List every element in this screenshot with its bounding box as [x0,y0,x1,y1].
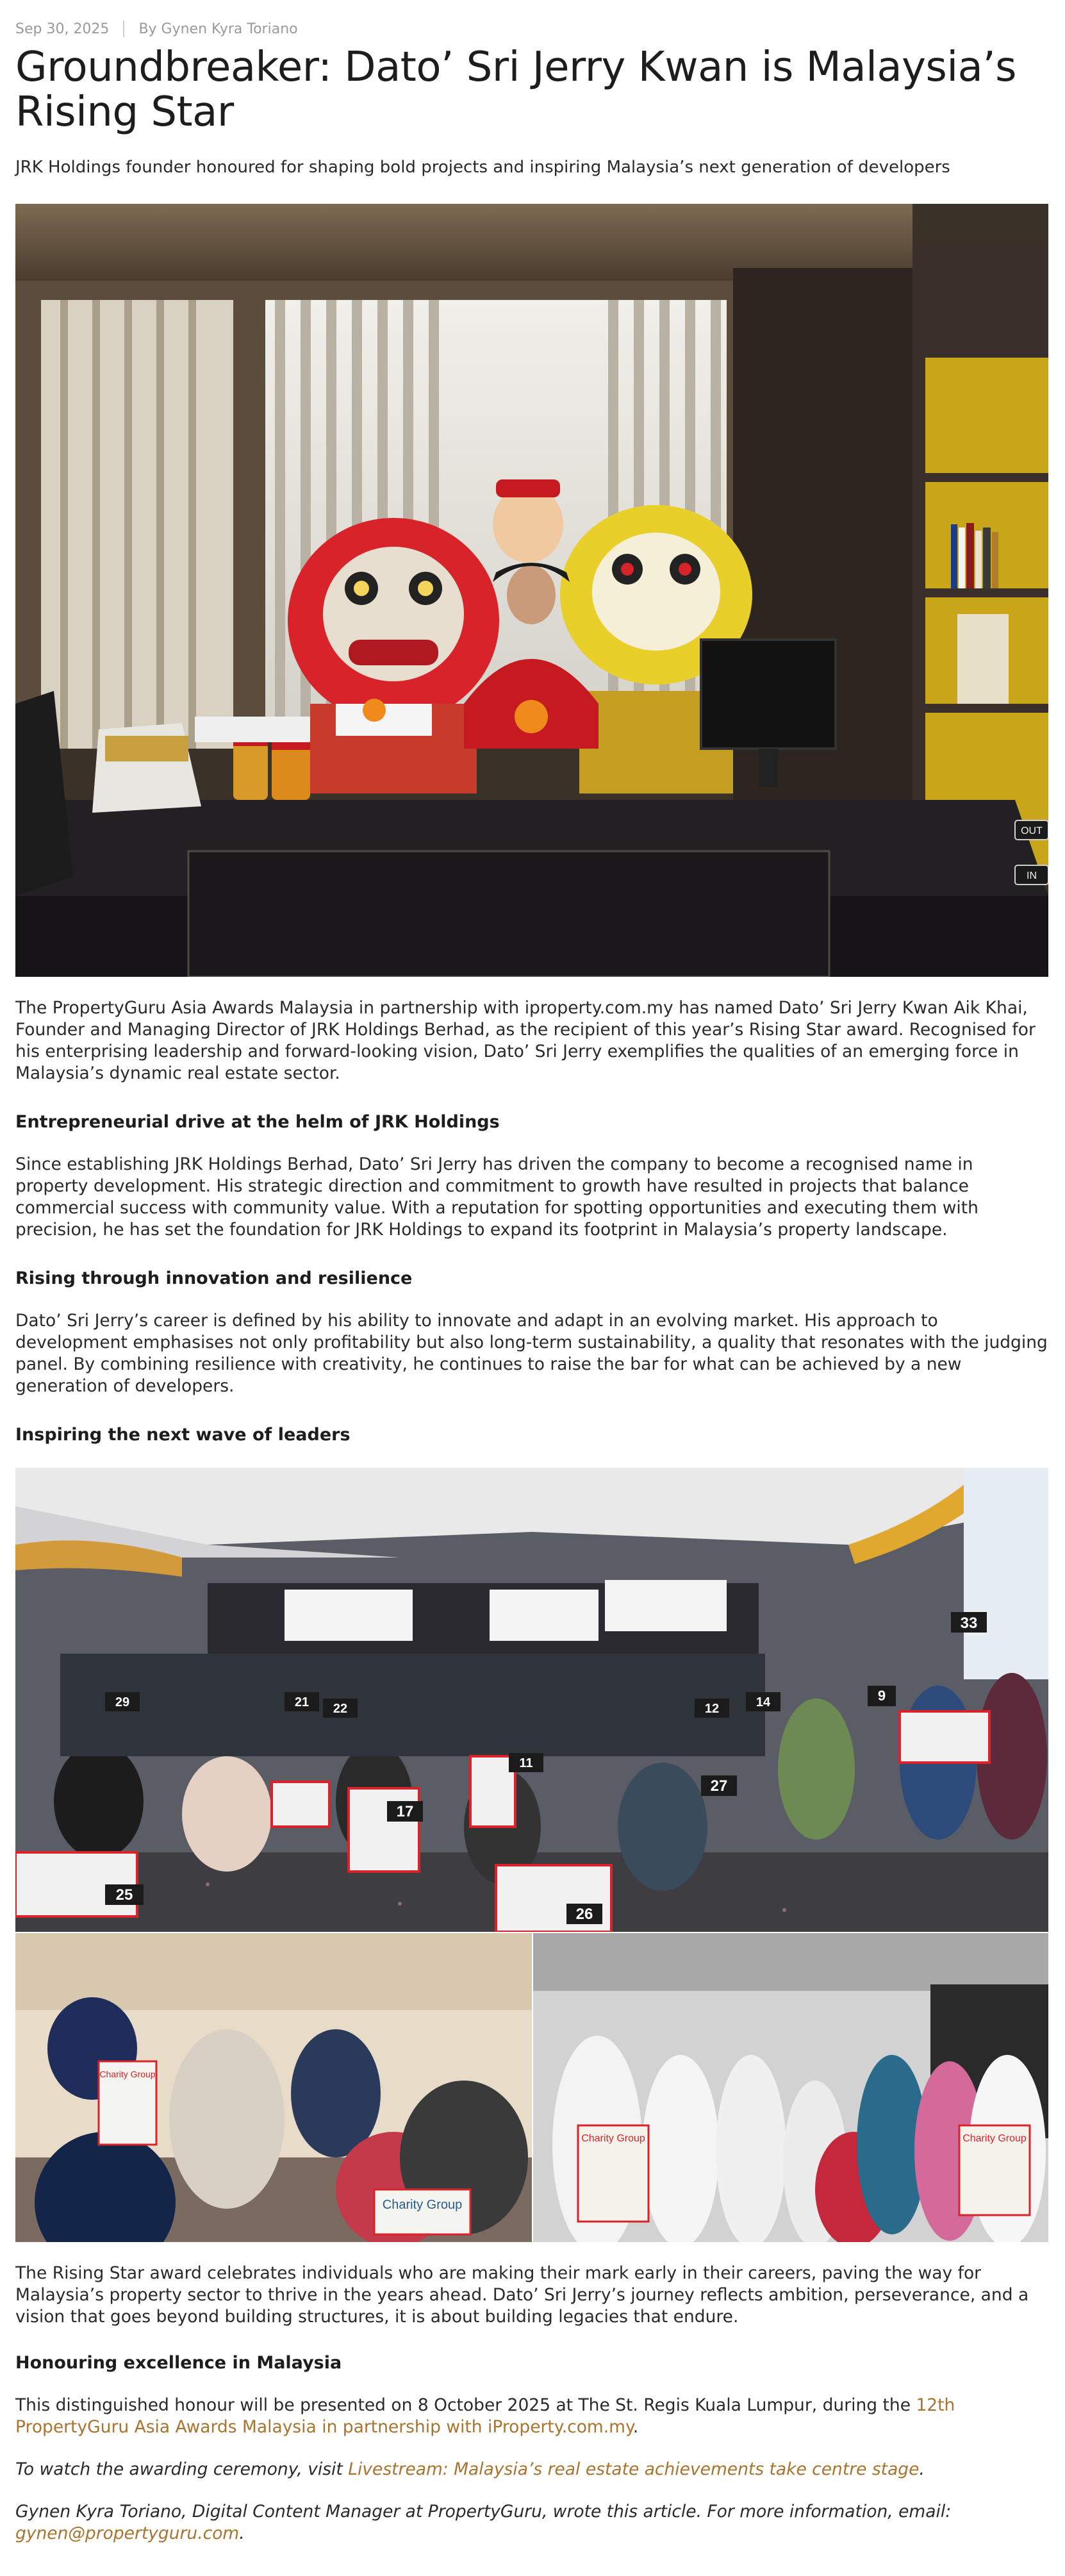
box-number-9: 9 [877,1688,886,1704]
meta-divider [123,21,124,37]
paragraph-innovation-resilience: Dato’ Sri Jerry’s career is defined by his ability to innovate and adapt in an evolving market. His approach to development emphasises not only profitability but also long-term sustainability, a quality that resonates with the judging panel. By combining resilience with creativity, he continues to raise the bar for what can be achieved by a new generation of developers. [15,1311,1048,1396]
award-date-text: This distinguished honour will be presented on 8 October 2025 at The St. Regis Kuala Lumpur, during the [15,2395,911,2415]
charity-group-image [533,1933,1048,2242]
heading-honouring-excellence: Honouring excellence in Malaysia [15,2353,342,2373]
charity-photo-right [533,1933,1048,2242]
prize-winners-image [15,1468,1048,1932]
box-number-26: 26 [575,1906,593,1923]
paragraph-next-wave: The Rising Star award celebrates individuals who are making their mark early in their careers, paving the way for Malaysia’s property sector to thrive in the years ahead. Dato’ Sri Jerry’s journey reflects ambition, perseverance, and a vision that goes beyond building structures, it is about building legacies that endure. [15,2263,1029,2327]
event-group-photo [15,1468,1048,1932]
box-number-12: 12 [704,1702,720,1716]
heading-entrepreneurial-drive: Entrepreneurial drive at the helm of JRK Holdings [15,1112,500,1132]
heading-next-wave: Inspiring the next wave of leaders [15,1425,351,1445]
paragraph-watch-ceremony [15,2459,1048,2480]
watch-ceremony-text: To watch the awarding ceremony, visit [15,2459,343,2479]
author-note-end: . [239,2523,245,2543]
box-number-29: 29 [115,1695,130,1709]
article-meta [15,21,298,37]
box-number-22: 22 [333,1702,348,1716]
box-number-21: 21 [294,1695,310,1709]
box-number-17: 17 [396,1803,414,1820]
charity-photo-left [15,1933,532,2242]
award-date-end: . [632,2417,639,2437]
watch-ceremony-end: . [919,2459,925,2479]
author-note-text: Gynen Kyra Toriano, Digital Content Manager at PropertyGuru, wrote this article. For more information, email: [15,2502,952,2522]
article-title: Groundbreaker: Dato’ Sri Jerry Kwan is Malaysia’s Rising Star [15,44,1016,136]
article-subtitle: JRK Holdings founder honoured for shaping bold projects and inspiring Malaysia’s next generation of developers [15,158,950,177]
livestream-link[interactable]: Livestream: Malaysia’s real estate achievements take centre stage [348,2459,920,2479]
charity-sign-text-4: Charity Group [962,2133,1027,2144]
hero-photo [15,204,1048,977]
box-number-27: 27 [710,1777,728,1795]
box-number-33: 33 [960,1615,978,1632]
out-sign: OUT [1021,826,1043,836]
charity-sign-text-1: Charity Group [99,2069,156,2079]
author-email-link[interactable]: gynen@propertyguru.com [15,2523,240,2543]
publish-date: Sep 30, 2025 [15,21,110,37]
paragraph-entrepreneurial-drive: Since establishing JRK Holdings Berhad, Dato’ Sri Jerry has driven the company to become a recognised name in property development. His strategic direction and commitment to growth have resulted in projects that balance commercial success with community value. With a reputation for spotting opportunities and executing them with precision, he has set the foundation for JRK Holdings to expand its footprint in Malaysia’s property landscape. [15,1154,978,1240]
paragraph-author-note [15,2501,1048,2545]
charity-sign-text-2: Charity Group [382,2198,463,2212]
box-number-11: 11 [519,1756,533,1770]
awards-event-link[interactable]: 12th PropertyGuru Asia Awards Malaysia in partnership with iProperty.com.my [15,2395,955,2437]
charity-visit-image [15,1933,532,2242]
in-sign: IN [1027,870,1037,881]
heading-innovation-resilience: Rising through innovation and resilience [15,1268,413,1288]
charity-sign-text-3: Charity Group [581,2133,645,2144]
office-lion-dance-image [15,204,1048,977]
paragraph-award-date [15,2395,1048,2438]
byline: By Gynen Kyra Toriano [138,21,298,37]
intro-paragraph: The PropertyGuru Asia Awards Malaysia in partnership with iproperty.com.my has named Dato’ Sri Jerry Kwan Aik Khai, Founder and Managing Director of JRK Holdings Berhad, as the recipient of this year’s Rising Star award. Recognised for his enterprising leadership and forward-looking vision, Dato’ Sri Jerry exemplifies the qualities of an emerging force in Malaysia’s dynamic real estate sector. [15,998,1036,1083]
box-number-25: 25 [115,1886,133,1904]
box-number-14: 14 [755,1695,771,1709]
